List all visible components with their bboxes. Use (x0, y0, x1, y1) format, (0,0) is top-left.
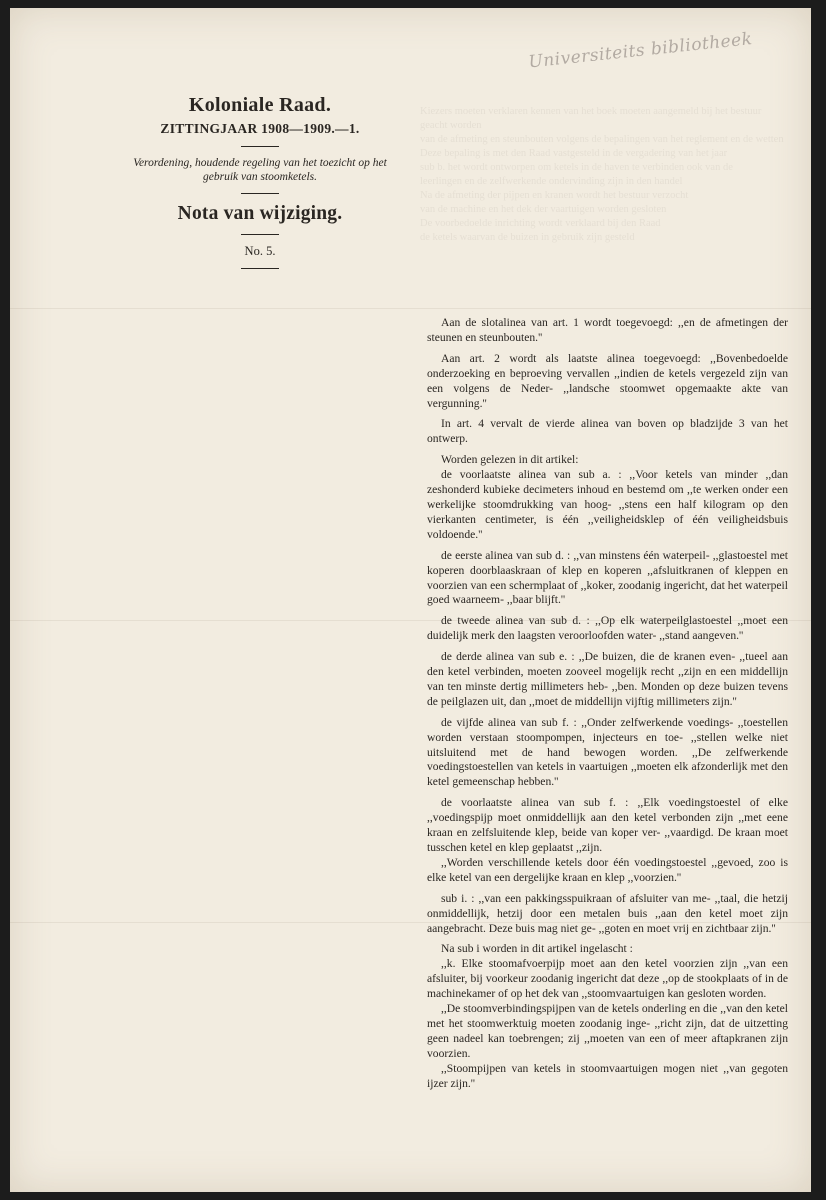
session-year: ZITTINGJAAR 1908—1909.—1. (160, 121, 360, 136)
paragraph: ,,k. Elke stoomafvoerpijp moet aan den ketel voorzien zijn ,,van een afsluiter, bij voorkeur zoodanig ingericht dat deze ,,op de stookplaats of in de machinekamer of op het dek van ,,stoomvaartuigen kan gesloten worden. (427, 957, 788, 1001)
amendment-text (427, 316, 788, 1098)
paragraph: de vijfde alinea van sub f. : ,,Onder zelfwerkende voedings- ,,toestellen worden verstaan stoompompen, injecteurs en toe- ,,stellen welke niet uitsluitend met de hand bewogen worden. ,,De zelfwerkende voedingstoestellen van ketels in vaartuigen ,,moeten elk afzonderlijk met den ketel gemeenschap hebben.'' (427, 715, 788, 789)
paragraph: ,,De stoomverbindingspijpen van de ketels onderling en die ,,van den ketel met het stoomwerktuig moeten zoodanig inge- ,,richt zijn, dat de uitzetting geen nadeel kan toebrengen; zij ,,moeten van een of meer aftapkranen zijn voorzien. (427, 1002, 788, 1060)
divider (241, 268, 279, 269)
paragraph: In art. 4 vervalt de vierde alinea van boven op bladzijde 3 van het ontwerp. (427, 417, 788, 446)
paragraph: Worden gelezen in dit artikel: (441, 453, 579, 467)
show-through-text: Kiezers moeten verklaren kennen van het boek moeten aangemeld bij het bestuur geacht worden van de afmeting en steunbouten volgens de bepalingen van het reglement en de wetten Deze bepaling is met den Raad vastgesteld in de vergadering van het jaar sub b. het wordt ontworpen om ketels in de haven te verbinden ook van de leerlingen en de zelfwerkende ondervinding zijn in den handel Na de afmeting der pijpen en kranen wordt het bestuur verzocht van de machine en het dek der vaartuigen worden gesloten De voorbedoelde inrichting wordt verklaard bij den Raad de ketels waarvan de buizen in gebruik zijn gesteld (420, 106, 784, 243)
document-number: No. 5. (244, 244, 276, 258)
council-title: Koloniale Raad. (188, 94, 332, 116)
divider (241, 146, 279, 147)
paragraph: ,,Stoompijpen van ketels in stoomvaartuigen mogen niet ,,van gegoten ijzer zijn.'' (427, 1061, 788, 1090)
ordinance-description: Verordening, houdende regeling van het toezicht op het gebruik van stoomketels. (133, 157, 387, 183)
handwritten-annotation: Universiteits bibliotheek (527, 29, 754, 73)
paragraph: Aan art. 2 wordt als laatste alinea toegevoegd: ,,Bovenbedoelde onderzoeking en beproeving vervallen ,,indien de ketels vergezeld zijn van een volgens de Neder- ,,landsche stoomwet opgemaakte akte van vergunning.'' (427, 351, 788, 410)
paragraph: de voorlaatste alinea van sub a. : ,,Voor ketels van minder ,,dan zeshonderd kubieke decimeters inhoud en bestemd om ,,te werken onder een werkelijke stoomdrukking van hoog- ,,stens een half kilogram op den vierkanten centimeter, is één ,,veiligheidsklep of één veiligheidsbuis voldoende.'' (427, 468, 788, 541)
document-title: Nota van wijziging. (177, 203, 343, 224)
document-header (120, 94, 400, 278)
divider (241, 234, 279, 235)
paragraph: de eerste alinea van sub d. : ,,van minstens één waterpeil- ,,glastoestel met koperen doorblaaskraan of klep en koperen ,,afsluitkranen of kleppen en voorzien van een schermplaat of ,,koker, zoodanig ingericht, dat het waterpeil goed waarneem- ,,baar blijft.'' (427, 548, 788, 607)
paragraph: Na sub i worden in dit artikel ingelascht : (441, 942, 633, 956)
paragraph: de voorlaatste alinea van sub f. : ,,Elk voedingstoestel of elke ,,voedingspijp moet onmiddellijk aan den ketel verbonden zijn ,,met eene kraan en zelfsluitende klep, beide van koper ver- ,,vaardigd. De kraan moet tusschen ketel en klep geplaatst ,,zijn. (427, 796, 788, 854)
paragraph: de derde alinea van sub e. : ,,De buizen, die de kranen even- ,,tueel aan den ketel verbinden, moeten zooveel mogelijk recht ,,zijn en een middellijn van ten minste dertig millimeters heb- ,,ben. Monden op deze buizen tevens de peilglazen uit, dan ,,moet de middellijn vijftig millimeters zijn.'' (427, 650, 788, 708)
paragraph: sub i. : ,,van een pakkingsspuikraan of afsluiter van me- ,,taal, die hetzij onmiddellijk, hetzij door een metalen buis ,,aan den ketel moet zijn aangebracht. Deze buis mag niet ge- ,,goten en moet vrij en zichtbaar zijn.'' (427, 891, 788, 935)
paragraph: de tweede alinea van sub d. : ,,Op elk waterpeilglastoestel ,,moet een duidelijk merk den laagsten veroorloofden water- ,,stand aangeven.'' (427, 614, 788, 643)
paragraph: Aan de slotalinea van art. 1 wordt toegevoegd: ,,en de afmetingen der steunen en steunbouten.'' (427, 316, 788, 344)
divider (241, 193, 279, 194)
paragraph: ,,Worden verschillende ketels door één voedingstoestel ,,gevoed, zoo is elke ketel van een dergelijke kraan en klep ,,voorzien.'' (427, 855, 788, 884)
